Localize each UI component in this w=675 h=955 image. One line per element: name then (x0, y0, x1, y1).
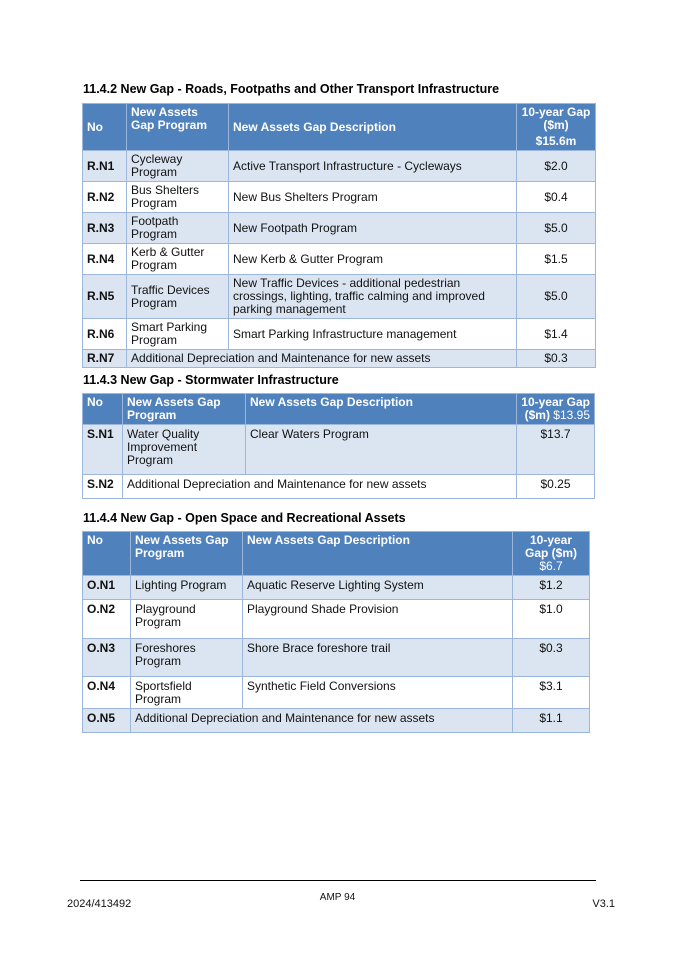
row-no: R.N6 (83, 319, 127, 350)
table-row (83, 639, 590, 677)
col-header-gap (517, 394, 595, 425)
col-header-program: New Assets Gap Program (127, 104, 229, 151)
row-gap: $5.0 (517, 213, 596, 244)
row-merged-description: Additional Depreciation and Maintenance for new assets (131, 709, 513, 733)
row-no: O.N5 (83, 709, 131, 733)
row-description: Shore Brace foreshore trail (243, 639, 513, 677)
row-no: R.N4 (83, 244, 127, 275)
row-program: Smart Parking Program (127, 319, 229, 350)
gap-total: $15.6m (535, 134, 577, 148)
table-row (83, 275, 596, 319)
footer-page-number: AMP 94 (319, 892, 356, 903)
table-row (83, 213, 596, 244)
row-no: R.N3 (83, 213, 127, 244)
row-gap: $0.3 (513, 639, 590, 677)
table-row (83, 350, 596, 368)
row-program: Sportsfield Program (131, 677, 243, 709)
gap-header-label: 10-year Gap ($m) (521, 395, 590, 422)
row-gap: $0.3 (517, 350, 596, 368)
row-no: O.N4 (83, 677, 131, 709)
table-row (83, 576, 590, 600)
row-description: New Footpath Program (229, 213, 517, 244)
footer-version: V3.1 (592, 898, 615, 910)
row-program: Bus Shelters Program (127, 182, 229, 213)
row-description: New Traffic Devices - additional pedestrian crossings, lighting, traffic calming and improved parking management (229, 275, 517, 319)
table-row (83, 677, 590, 709)
footer-divider (80, 880, 596, 881)
row-no: O.N2 (83, 600, 131, 639)
row-gap: $0.4 (517, 182, 596, 213)
row-description: New Bus Shelters Program (229, 182, 517, 213)
col-header-no: No (83, 532, 131, 576)
section-heading-stormwater: 11.4.3 New Gap - Stormwater Infrastructure (83, 373, 339, 387)
row-description: Aquatic Reserve Lighting System (243, 576, 513, 600)
row-description: Active Transport Infrastructure - Cycleways (229, 151, 517, 182)
row-gap: $1.1 (513, 709, 590, 733)
table-row (83, 475, 595, 499)
table-row (83, 319, 596, 350)
row-no: R.N7 (83, 350, 127, 368)
table-row (83, 600, 590, 639)
row-program: Kerb & Gutter Program (127, 244, 229, 275)
col-header-program: New Assets Gap Program (131, 532, 243, 576)
row-gap: $1.4 (517, 319, 596, 350)
row-description: Playground Shade Provision (243, 600, 513, 639)
gap-total: $13.95 (553, 408, 590, 422)
table-row (83, 182, 596, 213)
row-merged-description: Additional Depreciation and Maintenance for new assets (127, 350, 517, 368)
row-merged-description: Additional Depreciation and Maintenance for new assets (123, 475, 517, 499)
row-description: Smart Parking Infrastructure management (229, 319, 517, 350)
row-program: Playground Program (131, 600, 243, 639)
row-gap: $0.25 (517, 475, 595, 499)
open-space-gap-table (82, 531, 590, 733)
row-program: Footpath Program (127, 213, 229, 244)
row-program: Water Quality Improvement Program (123, 425, 246, 475)
roads-gap-table (82, 103, 596, 368)
col-header-description: New Assets Gap Description (246, 394, 517, 425)
row-no: O.N1 (83, 576, 131, 600)
col-header-program: New Assets Gap Program (123, 394, 246, 425)
row-program: Cycleway Program (127, 151, 229, 182)
row-no: R.N2 (83, 182, 127, 213)
gap-total: $6.7 (539, 559, 563, 573)
row-gap: $1.5 (517, 244, 596, 275)
row-no: S.N1 (83, 425, 123, 475)
row-program: Traffic Devices Program (127, 275, 229, 319)
row-description: Synthetic Field Conversions (243, 677, 513, 709)
gap-header-label: 10-year Gap ($m) (521, 105, 591, 132)
row-no: R.N5 (83, 275, 127, 319)
row-gap: $3.1 (513, 677, 590, 709)
row-no: R.N1 (83, 151, 127, 182)
table-row (83, 151, 596, 182)
footer-doc-number: 2024/413492 (67, 898, 132, 910)
stormwater-gap-table (82, 393, 595, 499)
col-header-description: New Assets Gap Description (243, 532, 513, 576)
row-gap: $13.7 (517, 425, 595, 475)
table-row (83, 244, 596, 275)
row-gap: $1.0 (513, 600, 590, 639)
section-heading-roads: 11.4.2 New Gap - Roads, Footpaths and Other Transport Infrastructure (83, 82, 500, 96)
table-row (83, 425, 595, 475)
row-description: New Kerb & Gutter Program (229, 244, 517, 275)
col-header-description: New Assets Gap Description (229, 104, 517, 151)
row-gap: $2.0 (517, 151, 596, 182)
row-no: S.N2 (83, 475, 123, 499)
row-gap: $5.0 (517, 275, 596, 319)
row-program: Lighting Program (131, 576, 243, 600)
table-row (83, 709, 590, 733)
col-header-no: No (83, 104, 127, 151)
row-no: O.N3 (83, 639, 131, 677)
col-header-no: No (83, 394, 123, 425)
col-header-gap (513, 532, 590, 576)
gap-header-label: 10-year Gap ($m) (524, 533, 577, 560)
row-program: Foreshores Program (131, 639, 243, 677)
section-heading-open-space: 11.4.4 New Gap - Open Space and Recreational Assets (83, 511, 406, 525)
col-header-gap (517, 104, 596, 151)
row-gap: $1.2 (513, 576, 590, 600)
row-description: Clear Waters Program (246, 425, 517, 475)
